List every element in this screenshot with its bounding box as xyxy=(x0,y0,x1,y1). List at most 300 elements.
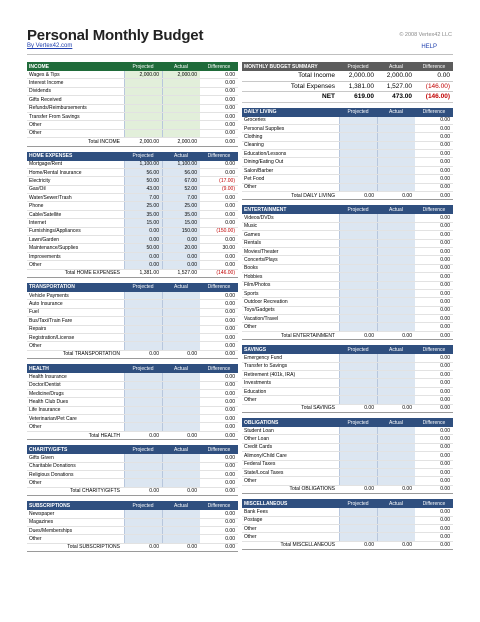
row-label: Phone xyxy=(29,203,44,210)
projected-cell[interactable] xyxy=(339,461,377,468)
projected-cell[interactable] xyxy=(339,133,377,140)
projected-cell[interactable] xyxy=(339,256,377,263)
budget-row xyxy=(242,223,453,231)
row-label: Investments xyxy=(244,380,271,387)
total-actual: 0.00 xyxy=(402,332,412,339)
projected-cell[interactable] xyxy=(339,396,377,403)
vertex42-link[interactable]: By Vertex42.com xyxy=(27,43,73,49)
projected-cell[interactable]: 0.00 xyxy=(124,261,162,268)
projected-cell[interactable] xyxy=(339,184,377,191)
projected-cell[interactable]: 25.00 xyxy=(124,202,162,209)
budget-row xyxy=(27,300,238,308)
projected-cell[interactable] xyxy=(339,175,377,182)
actual-cell[interactable]: 7.00 xyxy=(162,194,200,201)
actual-cell[interactable] xyxy=(377,117,415,124)
section-oblig xyxy=(242,418,453,494)
row-label: Interest Income xyxy=(29,80,64,87)
projected-cell[interactable] xyxy=(339,435,377,442)
budget-row xyxy=(242,290,453,298)
projected-cell[interactable] xyxy=(339,477,377,484)
difference-cell: 0.00 xyxy=(440,257,450,264)
total-difference: (146.00) xyxy=(216,270,235,277)
row-label: Games xyxy=(244,231,261,238)
actual-cell[interactable] xyxy=(377,158,415,165)
projected-cell[interactable] xyxy=(124,373,162,380)
column-header: Difference xyxy=(207,63,231,70)
difference-cell: 0.00 xyxy=(440,307,450,314)
total-projected: 0.00 xyxy=(364,192,374,199)
actual-cell[interactable]: 1,100.00 xyxy=(162,161,200,168)
budget-row xyxy=(242,142,453,150)
actual-cell[interactable] xyxy=(162,519,200,526)
row-label: Other xyxy=(244,478,257,485)
projected-cell[interactable] xyxy=(339,117,377,124)
actual-cell[interactable] xyxy=(162,479,200,486)
actual-cell[interactable]: 0.00 xyxy=(162,261,200,268)
projected-cell[interactable] xyxy=(124,471,162,478)
projected-cell[interactable] xyxy=(124,292,162,299)
budget-row xyxy=(27,342,238,350)
total-actual: 0.00 xyxy=(402,192,412,199)
projected-cell[interactable] xyxy=(339,525,377,532)
actual-cell[interactable] xyxy=(162,292,200,299)
actual-cell[interactable] xyxy=(162,326,200,333)
actual-cell[interactable] xyxy=(377,307,415,314)
row-label: Emergency Fund xyxy=(244,354,283,361)
row-label: Other xyxy=(29,122,42,129)
actual-cell[interactable] xyxy=(162,415,200,422)
section-home xyxy=(27,152,238,278)
total-actual: 0.00 xyxy=(402,405,412,412)
actual-cell[interactable] xyxy=(377,167,415,174)
column-header: Actual xyxy=(174,284,188,291)
section-header xyxy=(242,499,453,508)
actual-cell[interactable] xyxy=(162,121,200,128)
total-projected: 0.00 xyxy=(364,486,374,493)
projected-cell[interactable] xyxy=(339,371,377,378)
budget-row xyxy=(27,479,238,487)
actual-cell[interactable] xyxy=(377,142,415,149)
actual-cell[interactable] xyxy=(377,379,415,386)
total-row xyxy=(242,192,453,200)
projected-cell[interactable] xyxy=(124,105,162,112)
projected-cell[interactable]: 15.00 xyxy=(124,219,162,226)
projected-cell[interactable]: 1,100.00 xyxy=(124,161,162,168)
actual-cell[interactable] xyxy=(377,323,415,330)
actual-cell[interactable]: 67.00 xyxy=(162,177,200,184)
column-header: Difference xyxy=(422,346,446,353)
actual-cell[interactable] xyxy=(162,527,200,534)
actual-cell[interactable] xyxy=(377,298,415,305)
actual-cell[interactable]: 0.00 xyxy=(162,236,200,243)
actual-cell[interactable] xyxy=(377,461,415,468)
budget-row xyxy=(242,175,453,183)
actual-cell[interactable] xyxy=(377,533,415,540)
projected-cell[interactable] xyxy=(339,388,377,395)
projected-cell[interactable] xyxy=(339,315,377,322)
actual-cell[interactable] xyxy=(377,477,415,484)
projected-cell[interactable] xyxy=(339,508,377,515)
actual-cell[interactable] xyxy=(377,371,415,378)
section-header xyxy=(27,364,238,373)
actual-cell[interactable] xyxy=(162,334,200,341)
row-label: Books xyxy=(244,265,258,272)
row-label: Cleaning xyxy=(244,142,264,149)
column-header: Difference xyxy=(422,419,446,426)
actual-cell[interactable] xyxy=(377,469,415,476)
budget-row xyxy=(27,96,238,104)
budget-row xyxy=(27,326,238,334)
row-label: Other xyxy=(244,525,257,532)
difference-cell: 0.00 xyxy=(440,380,450,387)
budget-row xyxy=(27,228,238,236)
budget-row xyxy=(27,177,238,185)
actual-cell[interactable]: 2,000.00 xyxy=(162,71,200,78)
actual-cell[interactable]: 15.00 xyxy=(162,219,200,226)
projected-cell[interactable] xyxy=(124,479,162,486)
row-label: Charitable Donations xyxy=(29,463,76,470)
row-label: Other xyxy=(244,324,257,331)
total-difference: 0.00 xyxy=(440,332,450,339)
projected-cell[interactable] xyxy=(124,317,162,324)
actual-cell[interactable] xyxy=(377,223,415,230)
actual-cell[interactable] xyxy=(162,342,200,349)
difference-cell: 0.00 xyxy=(440,508,450,515)
column-header: Difference xyxy=(207,446,231,453)
column-header: Projected xyxy=(347,109,369,115)
row-label: Education xyxy=(244,388,267,395)
total-projected: 0.00 xyxy=(364,405,374,412)
budget-row xyxy=(242,396,453,404)
row-label: Gifts Given xyxy=(29,454,54,461)
row-label: Improvements xyxy=(29,253,61,260)
actual-cell[interactable] xyxy=(162,309,200,316)
actual-cell[interactable] xyxy=(162,454,200,461)
projected-cell[interactable] xyxy=(339,290,377,297)
difference-value: (146.00) xyxy=(425,82,450,90)
projected-cell[interactable] xyxy=(339,469,377,476)
column-header: Difference xyxy=(422,109,446,115)
projected-cell[interactable] xyxy=(339,533,377,540)
section-title: SUBSCRIPTIONS xyxy=(29,502,71,509)
actual-cell[interactable] xyxy=(377,427,415,434)
difference-cell: 0.00 xyxy=(440,265,450,272)
actual-cell[interactable] xyxy=(162,130,200,137)
actual-cell[interactable]: 150.00 xyxy=(162,228,200,235)
projected-cell[interactable] xyxy=(339,452,377,459)
row-label: Furnishings/Appliances xyxy=(29,228,81,235)
difference-cell: 0.00 xyxy=(440,117,450,124)
difference-cell: 0.00 xyxy=(440,125,450,132)
projected-cell[interactable] xyxy=(124,519,162,526)
actual-cell[interactable] xyxy=(377,388,415,395)
projected-cell[interactable] xyxy=(339,240,377,247)
projected-cell[interactable]: 43.00 xyxy=(124,186,162,193)
row-label: Groceries xyxy=(244,117,266,124)
row-label: Sports xyxy=(244,290,259,297)
actual-cell[interactable] xyxy=(162,96,200,103)
actual-cell[interactable] xyxy=(162,463,200,470)
actual-cell[interactable] xyxy=(162,88,200,95)
projected-cell[interactable] xyxy=(339,265,377,272)
projected-cell[interactable] xyxy=(124,88,162,95)
projected-cell[interactable] xyxy=(124,300,162,307)
total-actual: 2,000.00 xyxy=(177,138,197,145)
row-label: Personal Supplies xyxy=(244,125,285,132)
row-label: Doctor/Dentist xyxy=(29,382,61,389)
section-title: MONTHLY BUDGET SUMMARY xyxy=(244,63,318,70)
actual-cell[interactable] xyxy=(377,517,415,524)
row-label: Gifts Received xyxy=(29,96,62,103)
difference-cell: 0.00 xyxy=(225,454,235,461)
total-difference: 0.00 xyxy=(440,405,450,412)
column-header: Difference xyxy=(422,63,446,70)
budget-row xyxy=(27,423,238,431)
projected-cell[interactable] xyxy=(124,121,162,128)
column-header: Projected xyxy=(347,500,369,507)
actual-cell[interactable] xyxy=(377,231,415,238)
projected-cell[interactable] xyxy=(124,463,162,470)
column-header: Actual xyxy=(174,63,188,70)
actual-cell[interactable] xyxy=(377,125,415,132)
projected-cell[interactable] xyxy=(124,130,162,137)
summary-label: NET xyxy=(322,93,335,101)
projected-cell[interactable] xyxy=(339,231,377,238)
projected-cell[interactable] xyxy=(339,427,377,434)
actual-cell[interactable] xyxy=(377,256,415,263)
actual-cell[interactable] xyxy=(162,535,200,542)
actual-cell[interactable] xyxy=(162,382,200,389)
column-header: Actual xyxy=(389,109,403,115)
actual-cell[interactable] xyxy=(377,184,415,191)
projected-cell[interactable] xyxy=(339,354,377,361)
projected-cell[interactable] xyxy=(339,379,377,386)
projected-cell[interactable] xyxy=(124,415,162,422)
actual-cell[interactable] xyxy=(162,471,200,478)
difference-cell: 0.00 xyxy=(440,299,450,305)
projected-cell[interactable]: 50.00 xyxy=(124,177,162,184)
actual-cell[interactable] xyxy=(377,315,415,322)
actual-cell[interactable]: 52.00 xyxy=(162,186,200,193)
projected-cell[interactable] xyxy=(339,142,377,149)
difference-cell: 0.00 xyxy=(225,326,235,333)
actual-cell[interactable]: 56.00 xyxy=(162,169,200,176)
actual-cell[interactable]: 35.00 xyxy=(162,211,200,218)
actual-cell[interactable] xyxy=(377,525,415,532)
actual-cell[interactable] xyxy=(377,508,415,515)
projected-cell[interactable] xyxy=(339,214,377,221)
actual-cell[interactable] xyxy=(377,265,415,272)
actual-cell[interactable] xyxy=(162,398,200,405)
row-label: Newspaper xyxy=(29,510,55,517)
projected-cell[interactable] xyxy=(124,326,162,333)
total-actual: 0.00 xyxy=(187,351,197,358)
projected-cell[interactable]: 0.00 xyxy=(124,253,162,260)
projected-cell[interactable] xyxy=(124,79,162,86)
actual-cell[interactable] xyxy=(377,354,415,361)
actual-cell[interactable] xyxy=(377,363,415,370)
projected-cell[interactable] xyxy=(339,363,377,370)
budget-row xyxy=(27,334,238,342)
actual-cell[interactable] xyxy=(377,444,415,451)
difference-cell: 0.00 xyxy=(440,388,450,395)
row-label: Refunds/Reimbursements xyxy=(29,105,87,112)
budget-row xyxy=(27,105,238,113)
total-difference: 0.00 xyxy=(225,351,235,358)
row-label: Retirement (401k, IRA) xyxy=(244,371,296,378)
actual-cell[interactable] xyxy=(377,214,415,221)
budget-row xyxy=(27,309,238,317)
actual-cell[interactable] xyxy=(377,273,415,280)
actual-cell[interactable] xyxy=(377,452,415,459)
projected-cell[interactable] xyxy=(124,510,162,517)
row-label: Veterinarian/Pet Care xyxy=(29,415,77,422)
budget-row xyxy=(242,315,453,323)
total-row xyxy=(27,270,238,278)
actual-cell[interactable] xyxy=(377,150,415,157)
actual-cell[interactable] xyxy=(162,105,200,112)
actual-cell[interactable]: 20.00 xyxy=(162,244,200,251)
total-projected: 0.00 xyxy=(364,332,374,339)
projected-cell[interactable] xyxy=(339,223,377,230)
actual-cell[interactable] xyxy=(162,113,200,120)
actual-cell[interactable] xyxy=(162,373,200,380)
row-label: Music xyxy=(244,223,258,230)
projected-cell[interactable]: 2,000.00 xyxy=(124,71,162,78)
total-difference: 0.00 xyxy=(225,544,235,551)
difference-cell: 0.00 xyxy=(225,334,235,341)
projected-cell[interactable] xyxy=(339,282,377,289)
row-label: Registration/License xyxy=(29,334,75,341)
projected-cell[interactable] xyxy=(339,307,377,314)
projected-value: 2,000.00 xyxy=(348,72,374,80)
difference-cell: 0.00 xyxy=(225,415,235,422)
difference-cell: 0.00 xyxy=(440,167,450,174)
actual-cell[interactable] xyxy=(162,317,200,324)
budget-row xyxy=(27,169,238,177)
projected-cell[interactable] xyxy=(124,96,162,103)
projected-cell[interactable] xyxy=(339,167,377,174)
projected-cell[interactable] xyxy=(339,444,377,451)
budget-row xyxy=(242,533,453,541)
projected-cell[interactable] xyxy=(124,535,162,542)
section-header xyxy=(27,501,238,510)
budget-row xyxy=(242,469,453,477)
actual-cell[interactable] xyxy=(162,510,200,517)
difference-cell: 0.00 xyxy=(440,142,450,149)
projected-cell[interactable] xyxy=(124,527,162,534)
column-header: Actual xyxy=(389,419,403,426)
budget-row xyxy=(242,125,453,133)
actual-cell[interactable] xyxy=(162,79,200,86)
projected-cell[interactable] xyxy=(339,125,377,132)
actual-cell[interactable] xyxy=(377,396,415,403)
actual-cell[interactable] xyxy=(377,248,415,255)
projected-cell[interactable]: 7.00 xyxy=(124,194,162,201)
projected-cell[interactable] xyxy=(124,113,162,120)
projected-cell[interactable] xyxy=(339,150,377,157)
projected-cell[interactable] xyxy=(124,342,162,349)
row-label: Dividends xyxy=(29,88,51,95)
row-label: Fuel xyxy=(29,309,39,316)
section-header xyxy=(27,283,238,292)
projected-cell[interactable]: 0.00 xyxy=(124,228,162,235)
actual-cell[interactable] xyxy=(162,423,200,430)
projected-cell[interactable] xyxy=(124,334,162,341)
help-link[interactable]: HELP xyxy=(421,44,437,50)
total-projected: 2,000.00 xyxy=(139,138,159,145)
projected-cell[interactable] xyxy=(124,407,162,414)
projected-cell[interactable] xyxy=(124,423,162,430)
actual-cell[interactable] xyxy=(162,390,200,397)
summary-row xyxy=(242,92,453,103)
projected-cell[interactable] xyxy=(339,248,377,255)
actual-cell[interactable] xyxy=(377,435,415,442)
actual-cell[interactable]: 0.00 xyxy=(162,253,200,260)
total-difference: 0.00 xyxy=(225,432,235,439)
projected-cell[interactable]: 0.00 xyxy=(124,236,162,243)
projected-cell[interactable] xyxy=(339,298,377,305)
actual-cell[interactable] xyxy=(377,133,415,140)
actual-cell[interactable] xyxy=(162,300,200,307)
projected-cell[interactable] xyxy=(339,517,377,524)
section-health xyxy=(27,364,238,440)
budget-row xyxy=(242,461,453,469)
projected-value: 1,381.00 xyxy=(348,82,374,90)
section-title: HEALTH xyxy=(29,365,49,372)
difference-cell: 0.00 xyxy=(225,390,235,397)
actual-cell[interactable]: 25.00 xyxy=(162,202,200,209)
budget-row xyxy=(242,282,453,290)
section-subs xyxy=(27,501,238,552)
section-header xyxy=(27,152,238,161)
projected-cell[interactable]: 35.00 xyxy=(124,211,162,218)
budget-row xyxy=(27,415,238,423)
projected-cell[interactable] xyxy=(124,382,162,389)
projected-cell[interactable] xyxy=(339,158,377,165)
total-row xyxy=(27,138,238,146)
actual-cell[interactable] xyxy=(377,240,415,247)
actual-cell[interactable] xyxy=(377,175,415,182)
projected-cell[interactable] xyxy=(339,273,377,280)
projected-cell[interactable] xyxy=(124,309,162,316)
budget-row xyxy=(242,248,453,256)
actual-cell[interactable] xyxy=(162,407,200,414)
header-divider xyxy=(27,54,453,55)
column-header: Difference xyxy=(207,365,231,372)
actual-cell[interactable] xyxy=(377,290,415,297)
projected-cell[interactable] xyxy=(339,323,377,330)
row-label: Postage xyxy=(244,517,263,524)
difference-cell: 0.00 xyxy=(225,510,235,517)
difference-cell: 0.00 xyxy=(225,382,235,389)
budget-row xyxy=(27,519,238,527)
projected-cell[interactable] xyxy=(124,398,162,405)
difference-cell: 0.00 xyxy=(225,236,235,243)
budget-row xyxy=(27,121,238,129)
section-title: INCOME xyxy=(29,63,49,70)
projected-cell[interactable]: 56.00 xyxy=(124,169,162,176)
row-label: Water/Sewer/Trash xyxy=(29,194,72,201)
total-row xyxy=(27,351,238,359)
total-label: Total ENTERTAINMENT xyxy=(281,332,335,339)
total-label: Total TRANSPORTATION xyxy=(62,351,120,358)
difference-cell: 0.00 xyxy=(225,130,235,137)
projected-cell[interactable] xyxy=(124,454,162,461)
projected-cell[interactable] xyxy=(124,390,162,397)
actual-cell[interactable] xyxy=(377,282,415,289)
projected-cell[interactable]: 50.00 xyxy=(124,244,162,251)
